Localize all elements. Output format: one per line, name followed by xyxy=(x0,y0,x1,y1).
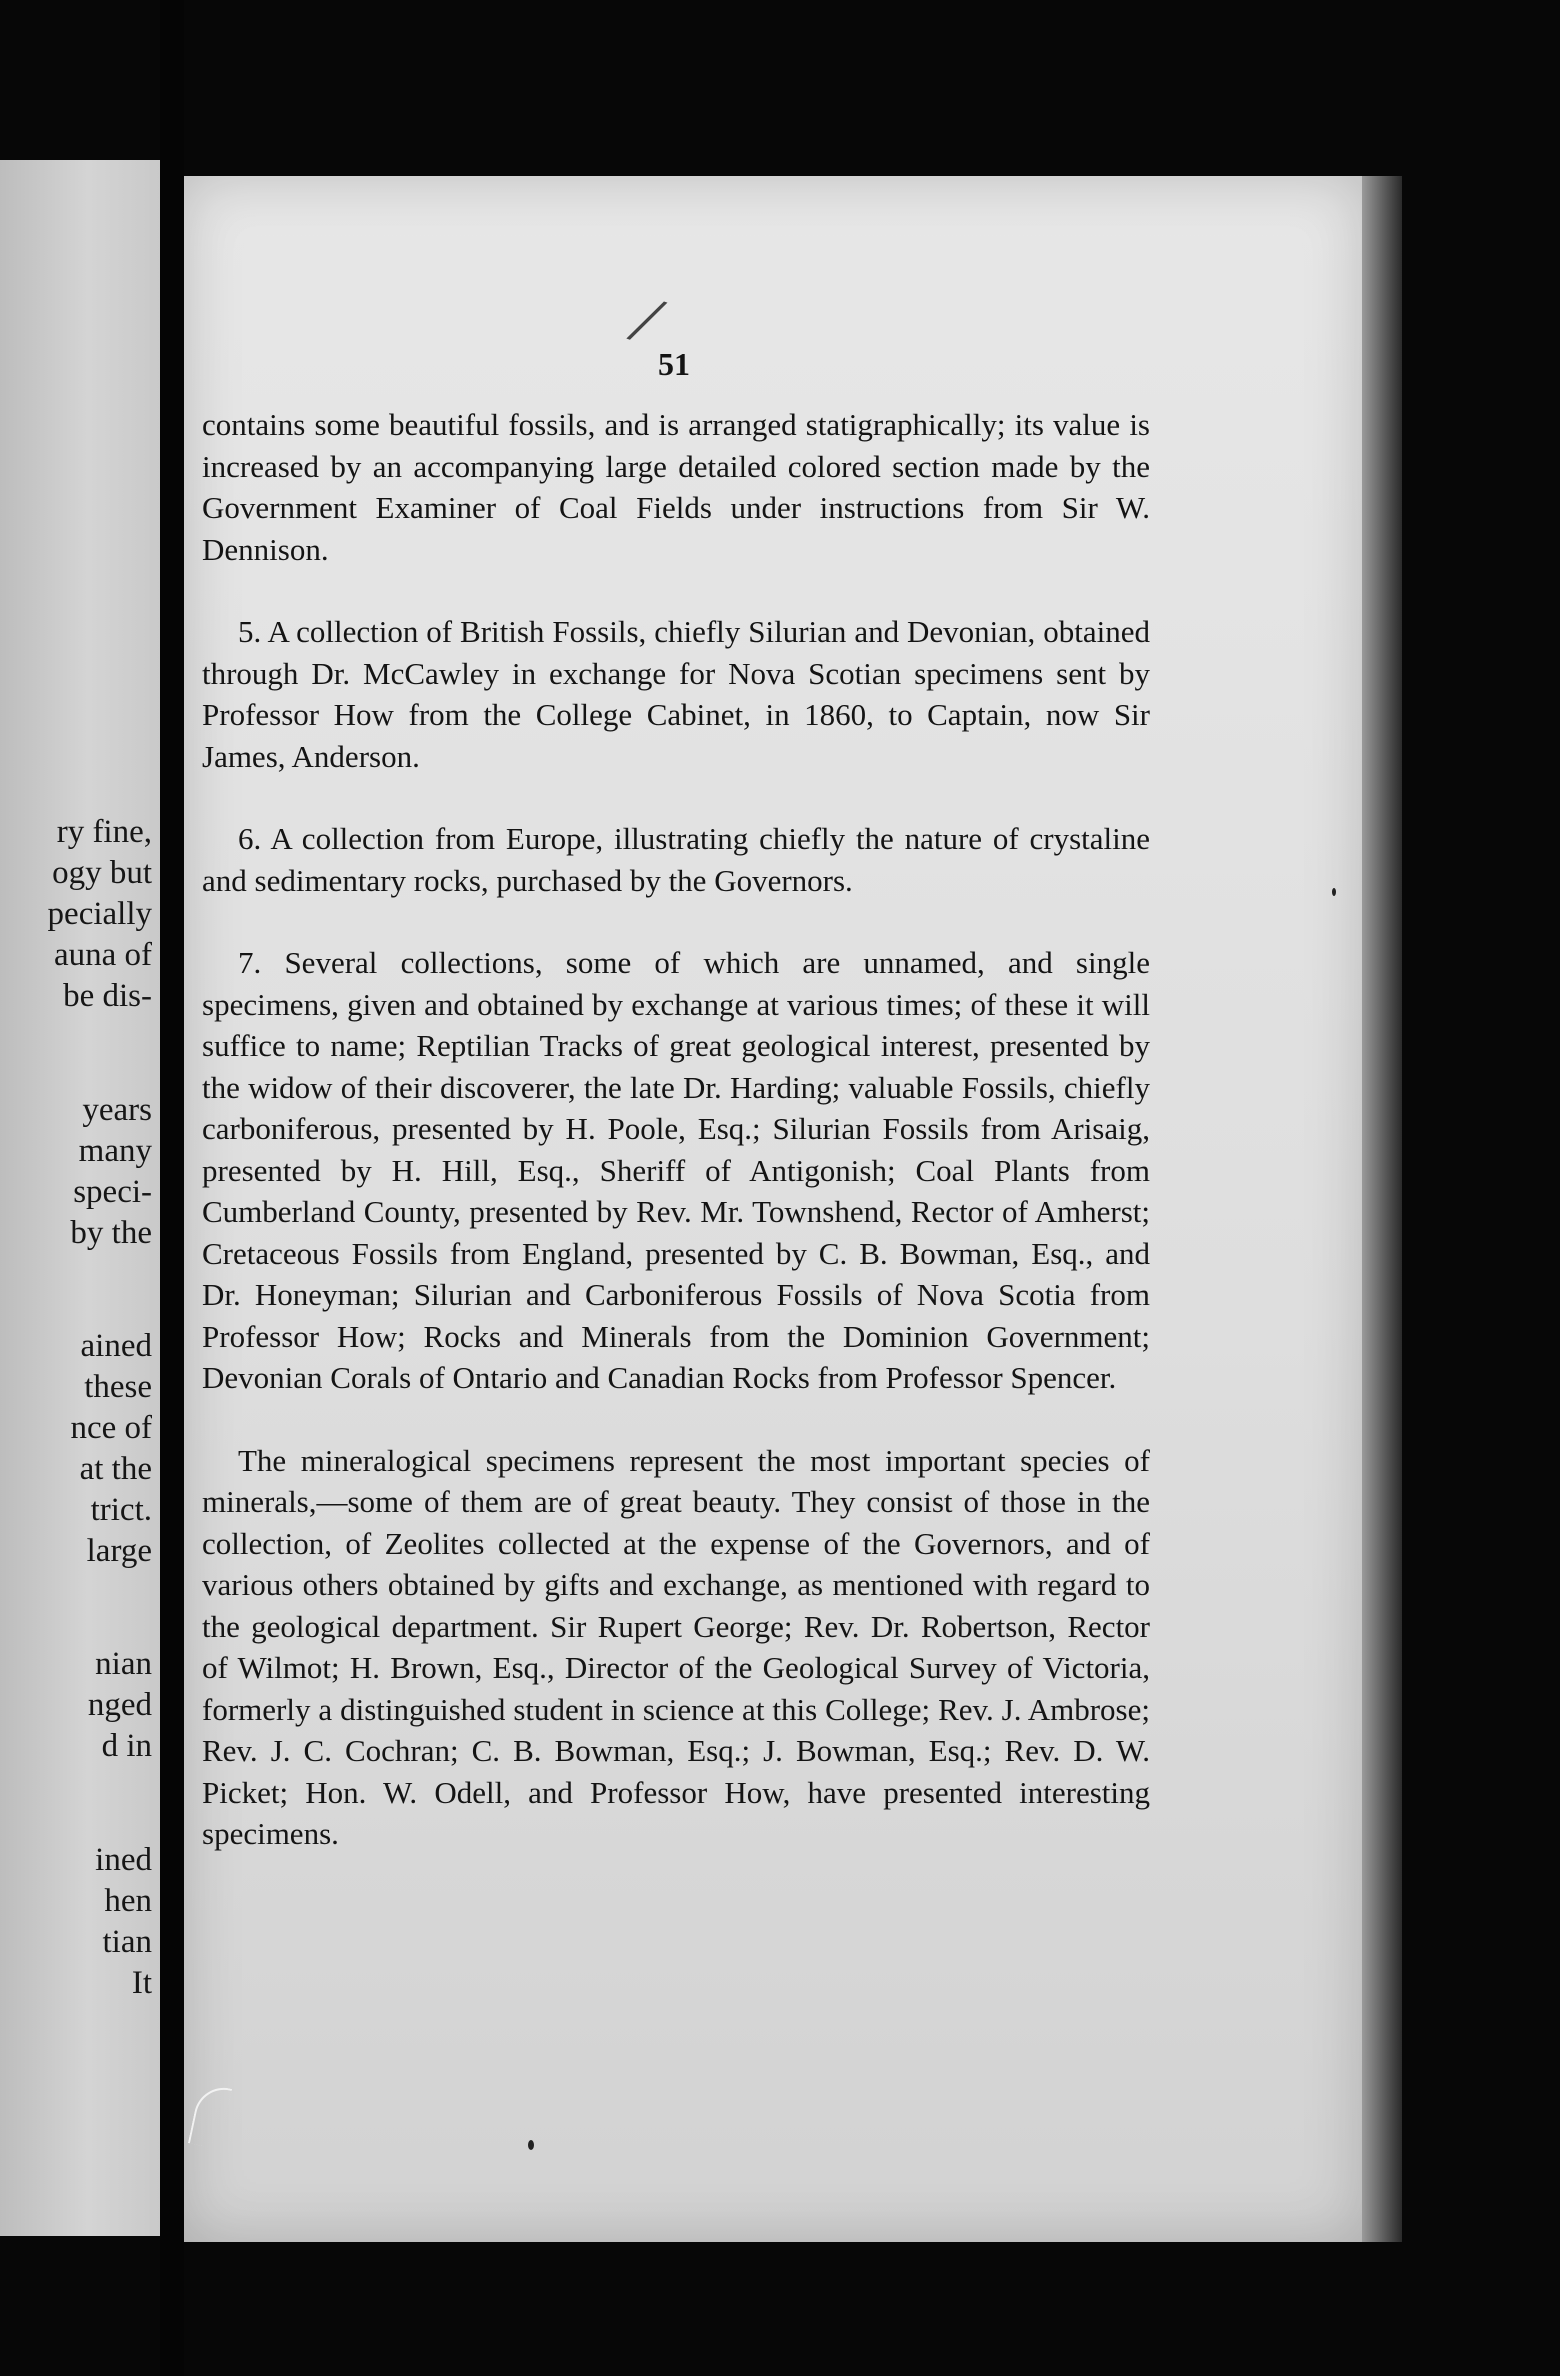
left-page-line: ogy but xyxy=(52,855,152,891)
paragraph-item-6: 6. A collection from Europe, illustrating chiefly the nature of crystaline and sedimentary rocks, purchased by the Governors. xyxy=(202,821,1150,898)
left-page-line: many xyxy=(78,1133,152,1169)
page-number: 51 xyxy=(658,346,690,382)
page-edge-shadow xyxy=(1362,176,1402,2242)
left-page-line: It xyxy=(131,1965,152,2001)
left-page-line: hen xyxy=(104,1883,152,1919)
previous-page-edge xyxy=(0,160,160,2236)
left-page-line: these xyxy=(84,1369,152,1405)
left-page-line: d in xyxy=(101,1728,152,1764)
page-gutter xyxy=(160,0,184,2376)
paragraph-item-7: 7. Several collections, some of which are unnamed, and single specimens, given and obtained by exchange at various times; of these it will suffice to name; Reptilian Tracks of great geological interest, presented by the widow of their discoverer, the late Dr. Harding; valuable Fossils, chiefly carboniferous, presented by H. Poole, Esq.; Silurian Fossils from Arisaig, presented by H. Hill, Esq., Sheriff of Antigonish; Coal Plants from Cumberland County, presented by Rev. Mr. Townshend, Rector of Amherst; Cretaceous Fossils from England, presented by C. B. Bowman, Esq., and Dr. Honeyman; Silurian and Carboniferous Fossils of Nova Scotia from Professor How; Rocks and Minerals from the Dominion Government; Devonian Corals of Ontario and Canadian Rocks from Professor Spencer. xyxy=(202,945,1150,1395)
left-page-line: speci- xyxy=(73,1174,152,1210)
left-page-line: pecially xyxy=(47,896,152,932)
left-page-line: be dis- xyxy=(63,978,152,1014)
left-page-line: nged xyxy=(87,1687,152,1723)
paragraph-mineralogical: The mineralogical specimens represent the most important species of minerals,—some of them are of great beauty. They consist of those in the collection, of Zeolites collected at the expense of the Governors, and of various others obtained by gifts and exchange, as mentioned with regard to the geological department. Sir Rupert George; Rev. Dr. Robertson, Rector of Wilmot; H. Brown, Esq., Director of the Geological Survey of Victoria, formerly a distinguished student in science at this College; Rev. J. Ambrose; Rev. J. C. Cochran; C. B. Bowman, Esq.; J. Bowman, Esq.; Rev. D. W. Picket; Hon. W. Odell, and Professor How, have presented interesting specimens. xyxy=(202,1442,1150,1851)
ink-speck xyxy=(528,2140,534,2150)
left-page-line: nian xyxy=(95,1646,152,1682)
left-page-line: nce of xyxy=(70,1410,152,1446)
page-body xyxy=(202,404,1150,1896)
paragraph-continuation: contains some beautiful fossils, and is arranged statigraphically; its value is increased by an accompanying large detailed colored section made by the Government Examiner of Coal Fields under instructions from Sir W. Dennison. xyxy=(202,407,1150,567)
left-page-line: at the xyxy=(79,1451,152,1487)
left-page-line: ined xyxy=(95,1842,152,1878)
ink-speck xyxy=(1332,888,1336,896)
book-page xyxy=(184,176,1362,2242)
left-page-line: tian xyxy=(102,1924,152,1960)
left-page-line: ry fine, xyxy=(56,814,152,850)
paragraph-item-5: 5. A collection of British Fossils, chiefly Silurian and Devonian, obtained through Dr. McCawley in exchange for Nova Scotian specimens sent by Professor How from the College Cabinet, in 1860, to Captain, now Sir James, Anderson. xyxy=(202,614,1150,774)
left-page-line: ained xyxy=(80,1328,152,1364)
left-page-line: auna of xyxy=(53,937,152,973)
left-page-line: large xyxy=(86,1533,152,1569)
pencil-mark: / xyxy=(624,280,668,361)
left-page-line: years xyxy=(82,1092,152,1128)
left-page-line: by the xyxy=(70,1215,152,1251)
left-page-line: trict. xyxy=(90,1492,152,1528)
